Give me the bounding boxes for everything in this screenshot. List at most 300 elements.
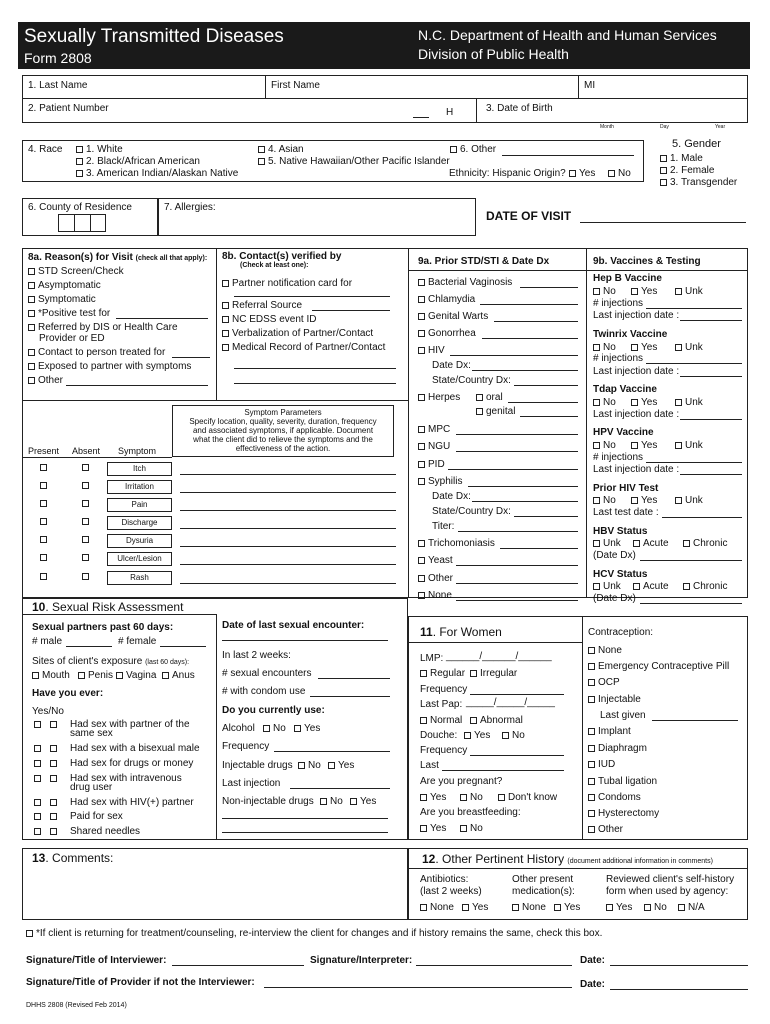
month-label: Month (600, 124, 614, 130)
ever-yes-checkbox[interactable] (34, 760, 41, 767)
sig-interviewer-field[interactable] (172, 965, 304, 966)
ever-no-checkbox[interactable] (50, 760, 57, 767)
sig-interpreter-field[interactable] (416, 965, 572, 966)
partners-female: # female (118, 636, 157, 647)
symptom-present-checkbox[interactable] (40, 464, 47, 471)
hpv-yes[interactable]: Yes (631, 440, 657, 452)
returning-client-note[interactable]: *If client is returning for treatment/counseling, re-interview the client for changes and if history remains the same, check this box. (26, 928, 602, 940)
checkbox[interactable] (512, 904, 519, 911)
date-of-visit-field[interactable] (580, 222, 746, 223)
std-chlamydia[interactable]: Chlamydia (418, 294, 475, 306)
hbv-unk[interactable]: Unk (593, 538, 621, 550)
race-indian[interactable]: 3. American Indian/Alaskan Native (76, 168, 238, 180)
contact-edss[interactable]: NC EDSS event ID (222, 314, 316, 326)
date-field-1[interactable] (610, 965, 748, 966)
hpv-unk[interactable]: Unk (675, 440, 703, 452)
reviewed-yes[interactable]: Yes (606, 902, 632, 914)
symptom-present-checkbox[interactable] (40, 536, 47, 543)
contraception-option[interactable]: IUD (588, 759, 615, 771)
hpv-injections: # injections (593, 452, 644, 463)
currently-use-label: Do you currently use: (222, 705, 325, 716)
women-title: 11. For Women (420, 625, 502, 639)
checkbox[interactable] (462, 904, 469, 911)
checkbox[interactable] (675, 288, 682, 295)
noninj-no[interactable]: No (320, 796, 343, 808)
checkbox[interactable] (32, 672, 39, 679)
comments-title: 13. Comments: (32, 851, 114, 865)
checkbox[interactable] (450, 146, 457, 153)
symptom-detail-line[interactable] (180, 546, 396, 547)
checkbox[interactable] (593, 583, 600, 590)
contraception-option[interactable]: Injectable (588, 694, 641, 706)
twinrix-no[interactable]: No (593, 342, 616, 354)
checkbox[interactable] (502, 732, 509, 739)
checkbox[interactable] (162, 672, 169, 679)
herpes-oral[interactable]: oral (476, 392, 503, 404)
checkbox[interactable] (420, 717, 427, 724)
syphilis-state: State/Country Dx: (432, 506, 511, 517)
checkbox[interactable] (418, 426, 425, 433)
tdap-yes[interactable]: Yes (631, 397, 657, 409)
ethnicity-no[interactable]: No (608, 168, 631, 180)
checkbox[interactable] (222, 302, 229, 309)
checkbox[interactable] (76, 146, 83, 153)
symptom-present-checkbox[interactable] (40, 500, 47, 507)
checkbox[interactable] (460, 794, 467, 801)
hepb-no[interactable]: No (593, 286, 616, 298)
checkbox[interactable] (418, 347, 425, 354)
checkbox[interactable] (588, 728, 595, 735)
checkbox[interactable] (28, 324, 35, 331)
checkbox[interactable] (28, 349, 35, 356)
checkbox[interactable] (350, 798, 357, 805)
checkbox[interactable] (588, 826, 595, 833)
symptom-absent-checkbox[interactable] (82, 554, 89, 561)
checkbox[interactable] (258, 158, 265, 165)
reason-std-screen[interactable]: STD Screen/Check (28, 266, 124, 278)
std-yeast[interactable]: Yeast (418, 555, 453, 567)
contact-partner-card[interactable]: Partner notification card for (222, 278, 352, 290)
meds-label-1: Other present (512, 874, 574, 885)
checkbox[interactable] (26, 930, 33, 937)
prior-hiv-yes[interactable]: Yes (631, 495, 657, 507)
hcv-date-dx: (Date Dx) (593, 593, 636, 604)
last-encounter-label: Date of last sexual encounter: (222, 620, 365, 631)
checkbox[interactable] (76, 170, 83, 177)
checkbox[interactable] (476, 394, 483, 401)
checkbox[interactable] (420, 794, 427, 801)
date-field-2[interactable] (610, 989, 748, 990)
checkbox[interactable] (588, 761, 595, 768)
checkbox[interactable] (593, 442, 600, 449)
checkbox[interactable] (631, 288, 638, 295)
checkbox[interactable] (608, 170, 615, 177)
checkbox[interactable] (28, 282, 35, 289)
alcohol-no[interactable]: No (263, 723, 286, 735)
checkbox[interactable] (418, 478, 425, 485)
last-pap-label: Last Pap: (420, 699, 463, 710)
checkbox[interactable] (418, 575, 425, 582)
ever-no-checkbox[interactable] (50, 721, 57, 728)
checkbox[interactable] (569, 170, 576, 177)
contraception-option[interactable]: Emergency Contraceptive Pill (588, 661, 729, 673)
symptom-present-checkbox[interactable] (40, 482, 47, 489)
race-black[interactable]: 2. Black/African American (76, 156, 200, 168)
hepb-yes[interactable]: Yes (631, 286, 657, 298)
symptom-param-4: what the client did to relieve the symptoms and the (193, 435, 373, 444)
contraception-option[interactable]: Hysterectomy (588, 808, 659, 820)
pregnant-yes[interactable]: Yes (420, 792, 446, 804)
symptom-present-checkbox[interactable] (40, 573, 47, 580)
reason-asymptomatic[interactable]: Asymptomatic (28, 280, 101, 292)
checkbox[interactable] (418, 557, 425, 564)
checkbox[interactable] (76, 158, 83, 165)
hcv-chronic[interactable]: Chronic (683, 581, 727, 593)
history-title: 12. Other Pertinent History (document additional information in comments) (422, 852, 713, 866)
checkbox[interactable] (588, 778, 595, 785)
tdap-last-injection: Last injection date : (593, 409, 680, 420)
symptom-detail-line[interactable] (180, 583, 396, 584)
std-hiv[interactable]: HIV (418, 345, 445, 357)
gender-transgender[interactable]: 3. Transgender (660, 177, 737, 189)
reason-other[interactable]: Other (28, 375, 63, 387)
std-none[interactable]: None (418, 590, 452, 602)
regular[interactable]: Regular (420, 668, 465, 680)
symptom-param-3: and associated symptoms, if applicable. Document (192, 426, 374, 435)
twinrix-yes[interactable]: Yes (631, 342, 657, 354)
checkbox[interactable] (683, 540, 690, 547)
alcohol-yes[interactable]: Yes (294, 723, 320, 735)
first-name-label: First Name (271, 80, 320, 91)
reviewed-na[interactable]: N/A (678, 902, 705, 914)
checkbox[interactable] (606, 904, 613, 911)
contacts-hint: (Check at least one): (240, 262, 309, 269)
noninj-yes[interactable]: Yes (350, 796, 376, 808)
ever-yes-checkbox[interactable] (34, 799, 41, 806)
form-title: Sexually Transmitted Diseases (24, 26, 284, 47)
checkbox[interactable] (420, 904, 427, 911)
site-penis[interactable]: Penis (78, 670, 113, 682)
checkbox[interactable] (631, 442, 638, 449)
checkbox[interactable] (418, 394, 425, 401)
symptom-name: Irritation (125, 482, 154, 491)
prior-hiv-title: Prior HIV Test (593, 483, 659, 494)
checkbox[interactable] (28, 363, 35, 370)
checkbox[interactable] (418, 540, 425, 547)
symptom-detail-line[interactable] (180, 528, 396, 529)
agency-name: N.C. Department of Health and Human Services (418, 27, 717, 43)
twinrix-last-injection: Last injection date : (593, 366, 680, 377)
checkbox[interactable] (470, 717, 477, 724)
checkbox[interactable] (263, 725, 270, 732)
ever-yes-checkbox[interactable] (34, 775, 41, 782)
checkbox[interactable] (633, 583, 640, 590)
sig-interpreter-label: Signature/Interpreter: (310, 955, 413, 966)
county-code-field[interactable] (58, 214, 106, 232)
ever-yes-checkbox[interactable] (34, 828, 41, 835)
race-hawaiian[interactable]: 5. Native Hawaiian/Other Pacific Islander (258, 156, 450, 168)
ever-item: Had sex for drugs or money (70, 758, 194, 769)
checkbox[interactable] (633, 540, 640, 547)
site-vagina[interactable]: Vagina (116, 670, 156, 682)
inj-drugs-yes[interactable]: Yes (328, 760, 354, 772)
tdap-no[interactable]: No (593, 397, 616, 409)
checkbox[interactable] (298, 762, 305, 769)
prior-hiv-no[interactable]: No (593, 495, 616, 507)
checkbox[interactable] (588, 679, 595, 686)
checkbox[interactable] (675, 442, 682, 449)
twinrix-title: Twinrix Vaccine (593, 329, 668, 340)
irregular[interactable]: Irregular (470, 668, 517, 680)
pregnant-dont-know[interactable]: Don't know (498, 792, 557, 804)
hiv-state: State/Country Dx: (432, 375, 511, 386)
std-bv[interactable]: Bacterial Vaginosis (418, 277, 512, 289)
absent-header: Absent (72, 446, 101, 456)
ever-item-cont: drug user (70, 782, 113, 793)
douche-yes[interactable]: Yes (464, 730, 490, 742)
contraception-option[interactable]: None (588, 645, 622, 657)
contraception-option[interactable]: Diaphragm (588, 743, 647, 755)
ever-item: Had sex with intravenous (70, 773, 182, 784)
contraception-option[interactable]: Implant (588, 726, 631, 738)
symptom-absent-checkbox[interactable] (82, 500, 89, 507)
checkbox[interactable] (294, 725, 301, 732)
ever-item: Had sex with partner of the (70, 719, 190, 730)
douche-no[interactable]: No (502, 730, 525, 742)
inj-drugs-no[interactable]: No (298, 760, 321, 772)
contraception-option[interactable]: Tubal ligation (588, 776, 657, 788)
checkbox[interactable] (554, 904, 561, 911)
checkbox[interactable] (593, 540, 600, 547)
ever-yes-checkbox[interactable] (34, 745, 41, 752)
race-white[interactable]: 1. White (76, 144, 123, 156)
checkbox[interactable] (683, 583, 690, 590)
women-frequency-label: Frequency (420, 684, 468, 695)
checkbox[interactable] (644, 904, 651, 911)
gender-label: 5. Gender (672, 138, 721, 150)
checkbox[interactable] (320, 798, 327, 805)
hepb-last-injection: Last injection date : (593, 310, 680, 321)
reason-exposed[interactable]: Exposed to partner with symptoms (28, 361, 191, 373)
checkbox[interactable] (222, 344, 229, 351)
checkbox[interactable] (631, 497, 638, 504)
checkbox[interactable] (28, 310, 35, 317)
date-label-1: Date: (580, 955, 606, 966)
ever-yes-checkbox[interactable] (34, 721, 41, 728)
ever-yes-checkbox[interactable] (34, 813, 41, 820)
dob-label: 3. Date of Birth (486, 103, 553, 114)
tdap-unk[interactable]: Unk (675, 397, 703, 409)
checkbox[interactable] (631, 399, 638, 406)
checkbox[interactable] (258, 146, 265, 153)
last-name-label: 1. Last Name (28, 80, 88, 91)
checkbox[interactable] (588, 794, 595, 801)
hpv-no[interactable]: No (593, 440, 616, 452)
checkbox[interactable] (631, 344, 638, 351)
checkbox[interactable] (418, 296, 425, 303)
std-herpes[interactable]: Herpes (418, 392, 460, 404)
checkbox[interactable] (222, 330, 229, 337)
checkbox[interactable] (418, 279, 425, 286)
symptom-name: Dysuria (125, 536, 154, 545)
meds-label-2: medication(s): (512, 886, 575, 897)
symptom-absent-checkbox[interactable] (82, 536, 89, 543)
reason-symptomatic[interactable]: Symptomatic (28, 294, 96, 306)
std-mpc[interactable]: MPC (418, 424, 450, 436)
partners-label: Sexual partners past 60 days: (32, 622, 174, 633)
contact-verbalization[interactable]: Verbalization of Partner/Contact (222, 328, 373, 340)
twinrix-unk[interactable]: Unk (675, 342, 703, 354)
checkbox[interactable] (328, 762, 335, 769)
checkbox[interactable] (418, 313, 425, 320)
ever-no-checkbox[interactable] (50, 813, 57, 820)
std-pid[interactable]: PID (418, 459, 445, 471)
symptom-absent-checkbox[interactable] (82, 573, 89, 580)
frequency-label: Frequency (222, 741, 270, 752)
ever-no-checkbox[interactable] (50, 775, 57, 782)
prior-hiv-unk[interactable]: Unk (675, 495, 703, 507)
checkbox[interactable] (28, 296, 35, 303)
std-warts[interactable]: Genital Warts (418, 311, 488, 323)
symptom-name: Discharge (121, 518, 158, 527)
lmp-field[interactable]: ______/______/______ (446, 651, 552, 662)
contact-medical-record[interactable]: Medical Record of Partner/Contact (222, 342, 385, 354)
checkbox[interactable] (588, 696, 595, 703)
checkbox[interactable] (78, 672, 85, 679)
hcv-unk[interactable]: Unk (593, 581, 621, 593)
symptom-present-checkbox[interactable] (40, 554, 47, 561)
form-number: Form 2808 (24, 50, 92, 66)
contraception-option[interactable]: Condoms (588, 792, 641, 804)
symptom-absent-checkbox[interactable] (82, 482, 89, 489)
breastfeeding-yes[interactable]: Yes (420, 823, 446, 835)
site-anus[interactable]: Anus (162, 670, 195, 682)
checkbox[interactable] (28, 268, 35, 275)
h-label: H (446, 107, 454, 118)
site-mouth[interactable]: Mouth (32, 670, 70, 682)
checkbox[interactable] (116, 672, 123, 679)
ever-no-checkbox[interactable] (50, 799, 57, 806)
checkbox[interactable] (418, 330, 425, 337)
reviewed-no[interactable]: No (644, 902, 667, 914)
checkbox[interactable] (593, 399, 600, 406)
sig-provider-field[interactable] (264, 987, 572, 988)
symptom-absent-checkbox[interactable] (82, 518, 89, 525)
ever-no-checkbox[interactable] (50, 745, 57, 752)
gender-male[interactable]: 1. Male (660, 153, 703, 165)
checkbox[interactable] (593, 288, 600, 295)
contact-referral-source[interactable]: Referral Source (222, 300, 302, 312)
mi-label: MI (584, 80, 596, 91)
douche-frequency: Frequency (420, 745, 468, 756)
division-name: Division of Public Health (418, 46, 569, 62)
checkbox[interactable] (678, 904, 685, 911)
antibiotics-yes[interactable]: Yes (462, 902, 488, 914)
pap-normal[interactable]: Normal (420, 715, 462, 727)
antibiotics-none[interactable]: None (420, 902, 454, 914)
pregnant-no[interactable]: No (460, 792, 483, 804)
std-trich[interactable]: Trichomoniasis (418, 538, 495, 550)
reason-positive-test[interactable]: *Positive test for (28, 308, 110, 320)
checkbox[interactable] (588, 810, 595, 817)
hcv-acute[interactable]: Acute (633, 581, 669, 593)
hepb-unk[interactable]: Unk (675, 286, 703, 298)
std-ngu[interactable]: NGU (418, 441, 450, 453)
contraception-option[interactable]: OCP (588, 677, 620, 689)
symptom-present-checkbox[interactable] (40, 518, 47, 525)
checkbox[interactable] (588, 663, 595, 670)
checkbox[interactable] (476, 408, 483, 415)
present-header: Present (28, 446, 60, 456)
race-asian[interactable]: 4. Asian (258, 144, 304, 156)
ever-no-checkbox[interactable] (50, 828, 57, 835)
checkbox[interactable] (420, 670, 427, 677)
meds-none[interactable]: None (512, 902, 546, 914)
reason-referred[interactable]: Referred by DIS or Health Care (28, 322, 178, 334)
symptom-detail-line[interactable] (180, 492, 396, 493)
last-2-weeks-label: In last 2 weeks: (222, 650, 291, 661)
std-other[interactable]: Other (418, 573, 453, 585)
checkbox[interactable] (464, 732, 471, 739)
hbv-chronic[interactable]: Chronic (683, 538, 727, 550)
herpes-genital[interactable]: genital (476, 406, 515, 418)
checkbox[interactable] (660, 167, 667, 174)
race-other[interactable]: 6. Other (450, 144, 496, 156)
last-pap-field[interactable]: _____/_____/_____ (466, 697, 555, 708)
checkbox[interactable] (588, 647, 595, 654)
symptom-absent-checkbox[interactable] (82, 464, 89, 471)
checkbox[interactable] (28, 377, 35, 384)
checkbox[interactable] (498, 794, 505, 801)
symptom-detail-line[interactable] (180, 474, 396, 475)
have-you-ever-label: Have you ever: (32, 688, 104, 699)
checkbox[interactable] (418, 443, 425, 450)
checkbox[interactable] (418, 592, 425, 599)
allergies-label: 7. Allergies: (164, 202, 216, 213)
pap-abnormal[interactable]: Abnormal (470, 715, 523, 727)
symptom-detail-line[interactable] (180, 564, 396, 565)
breastfeeding-no[interactable]: No (460, 823, 483, 835)
meds-yes[interactable]: Yes (554, 902, 580, 914)
checkbox[interactable] (660, 155, 667, 162)
gender-female[interactable]: 2. Female (660, 165, 714, 177)
date-of-visit-label: DATE OF VISIT (486, 209, 572, 223)
symptom-detail-line[interactable] (180, 510, 396, 511)
hbv-acute[interactable]: Acute (633, 538, 669, 550)
checkbox[interactable] (593, 344, 600, 351)
checkbox[interactable] (470, 670, 477, 677)
std-gonorrhea[interactable]: Gonorrhea (418, 328, 476, 340)
hbv-title: HBV Status (593, 526, 648, 537)
checkbox[interactable] (675, 497, 682, 504)
checkbox[interactable] (222, 316, 229, 323)
std-syphilis[interactable]: Syphilis (418, 476, 462, 488)
checkbox[interactable] (660, 179, 667, 186)
reason-contact[interactable]: Contact to person treated for (28, 347, 165, 359)
checkbox[interactable] (588, 745, 595, 752)
risk-title: 10. Sexual Risk Assessment (32, 600, 184, 614)
checkbox[interactable] (675, 399, 682, 406)
checkbox[interactable] (593, 497, 600, 504)
hbv-date-dx: (Date Dx) (593, 550, 636, 561)
checkbox[interactable] (222, 280, 229, 287)
checkbox[interactable] (460, 825, 467, 832)
ethnicity-yes[interactable]: Yes (569, 168, 595, 180)
checkbox[interactable] (675, 344, 682, 351)
checkbox[interactable] (418, 461, 425, 468)
contraception-option[interactable]: Other (588, 824, 623, 836)
checkbox[interactable] (420, 825, 427, 832)
